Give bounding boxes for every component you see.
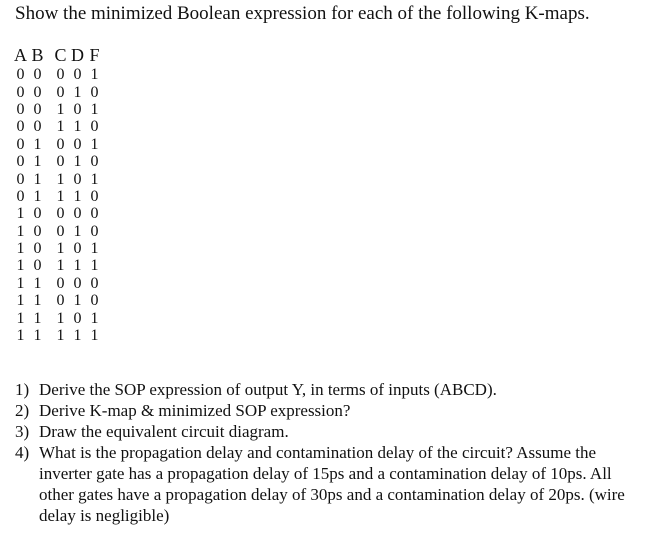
truth-table-row (12, 136, 103, 153)
truth-table-row (12, 240, 103, 257)
cell-f: 0 (90, 274, 99, 292)
cell-c: 0 (56, 274, 65, 292)
cell-b: 1 (33, 170, 42, 188)
cell-f: 1 (90, 100, 99, 118)
question-number: 3) (15, 422, 30, 441)
truth-table-row (12, 188, 103, 205)
cell-d: 0 (73, 240, 82, 258)
cell-f: 0 (90, 153, 99, 171)
cell-a: 0 (16, 135, 25, 153)
question-item (15, 379, 649, 400)
cell-d: 0 (73, 66, 82, 84)
cell-d: 1 (73, 327, 82, 345)
cell-d: 1 (73, 222, 82, 240)
cell-a: 0 (16, 83, 25, 101)
cell-b: 0 (33, 66, 42, 84)
cell-b: 0 (33, 222, 42, 240)
cell-c: 0 (56, 135, 65, 153)
cell-b: 1 (33, 274, 42, 292)
cell-d: 1 (73, 83, 82, 101)
cell-f: 0 (90, 83, 99, 101)
question-text: Derive the SOP expression of output Y, in terms of inputs (ABCD). (39, 380, 497, 399)
cell-f: 1 (90, 135, 99, 153)
cell-c: 1 (56, 187, 65, 205)
question-number: 1) (15, 380, 30, 399)
cell-c: 0 (56, 83, 65, 101)
cell-b: 1 (33, 327, 42, 345)
header-b: B (31, 44, 44, 65)
cell-a: 1 (16, 274, 25, 292)
cell-f: 1 (90, 309, 99, 327)
cell-a: 0 (16, 187, 25, 205)
header-d: D (71, 44, 84, 65)
cell-f: 0 (90, 187, 99, 205)
cell-c: 1 (56, 118, 65, 136)
cell-c: 1 (56, 100, 65, 118)
cell-b: 1 (33, 309, 42, 327)
truth-table-row (12, 153, 103, 170)
cell-f: 1 (90, 257, 99, 275)
question-item (15, 400, 649, 421)
question-item (15, 442, 649, 526)
truth-table-row (12, 118, 103, 135)
cell-f: 1 (90, 240, 99, 258)
cell-c: 0 (56, 205, 65, 223)
truth-table-row (12, 205, 103, 222)
cell-a: 0 (16, 118, 25, 136)
cell-b: 0 (33, 118, 42, 136)
truth-table-row (12, 83, 103, 100)
cell-f: 1 (90, 66, 99, 84)
cell-a: 0 (16, 153, 25, 171)
cell-f: 0 (90, 205, 99, 223)
cell-a: 0 (16, 170, 25, 188)
cell-c: 1 (56, 327, 65, 345)
cell-c: 1 (56, 309, 65, 327)
truth-table-row (12, 309, 103, 326)
cell-f: 1 (90, 170, 99, 188)
cell-c: 0 (56, 222, 65, 240)
cell-c: 1 (56, 240, 65, 258)
truth-table-row (12, 101, 103, 118)
cell-b: 0 (33, 83, 42, 101)
truth-table-row (12, 275, 103, 292)
cell-b: 1 (33, 135, 42, 153)
cell-a: 0 (16, 100, 25, 118)
question-text: Draw the equivalent circuit diagram. (39, 422, 289, 441)
cell-b: 1 (33, 187, 42, 205)
cell-d: 1 (73, 187, 82, 205)
truth-table-row (12, 327, 103, 344)
cell-b: 0 (33, 240, 42, 258)
header-c: C (54, 44, 67, 65)
cell-d: 0 (73, 309, 82, 327)
cell-b: 0 (33, 257, 42, 275)
cell-f: 0 (90, 222, 99, 240)
cell-a: 1 (16, 257, 25, 275)
cell-c: 0 (56, 66, 65, 84)
cell-a: 1 (16, 205, 25, 223)
cell-d: 0 (73, 135, 82, 153)
header-f: F (89, 44, 100, 65)
cell-f: 0 (90, 292, 99, 310)
cell-a: 1 (16, 292, 25, 310)
question-list (15, 379, 649, 526)
cell-d: 0 (73, 274, 82, 292)
truth-table-row (12, 66, 103, 83)
cell-a: 1 (16, 222, 25, 240)
page-heading: Show the minimized Boolean expression for each of the following K-maps. (15, 3, 590, 24)
truth-table (12, 44, 103, 344)
question-text: Derive K-map & minimized SOP expression? (39, 401, 351, 420)
cell-f: 0 (90, 118, 99, 136)
cell-a: 0 (16, 66, 25, 84)
cell-b: 0 (33, 100, 42, 118)
cell-d: 1 (73, 257, 82, 275)
question-number: 4) (15, 443, 30, 462)
cell-c: 0 (56, 292, 65, 310)
cell-a: 1 (16, 309, 25, 327)
cell-a: 1 (16, 327, 25, 345)
cell-c: 1 (56, 170, 65, 188)
cell-b: 0 (33, 205, 42, 223)
truth-table-row (12, 170, 103, 187)
cell-d: 0 (73, 100, 82, 118)
cell-d: 0 (73, 170, 82, 188)
cell-a: 1 (16, 240, 25, 258)
truth-table-header (12, 44, 103, 66)
cell-f: 1 (90, 327, 99, 345)
truth-table-row (12, 257, 103, 274)
cell-b: 1 (33, 153, 42, 171)
cell-d: 0 (73, 205, 82, 223)
truth-table-row (12, 223, 103, 240)
question-item (15, 421, 649, 442)
cell-d: 1 (73, 153, 82, 171)
question-number: 2) (15, 401, 30, 420)
cell-d: 1 (73, 118, 82, 136)
truth-table-row (12, 292, 103, 309)
cell-b: 1 (33, 292, 42, 310)
cell-c: 0 (56, 153, 65, 171)
cell-d: 1 (73, 292, 82, 310)
header-a: A (14, 44, 27, 65)
cell-c: 1 (56, 257, 65, 275)
question-text: What is the propagation delay and contamination delay of the circuit? Assume the inverter gate has a propagation delay of 15ps and a contamination delay of 10ps. All other gates have a propagation delay of 30ps and a contamination delay of 20ps. (wire delay is negligible) (39, 443, 625, 525)
